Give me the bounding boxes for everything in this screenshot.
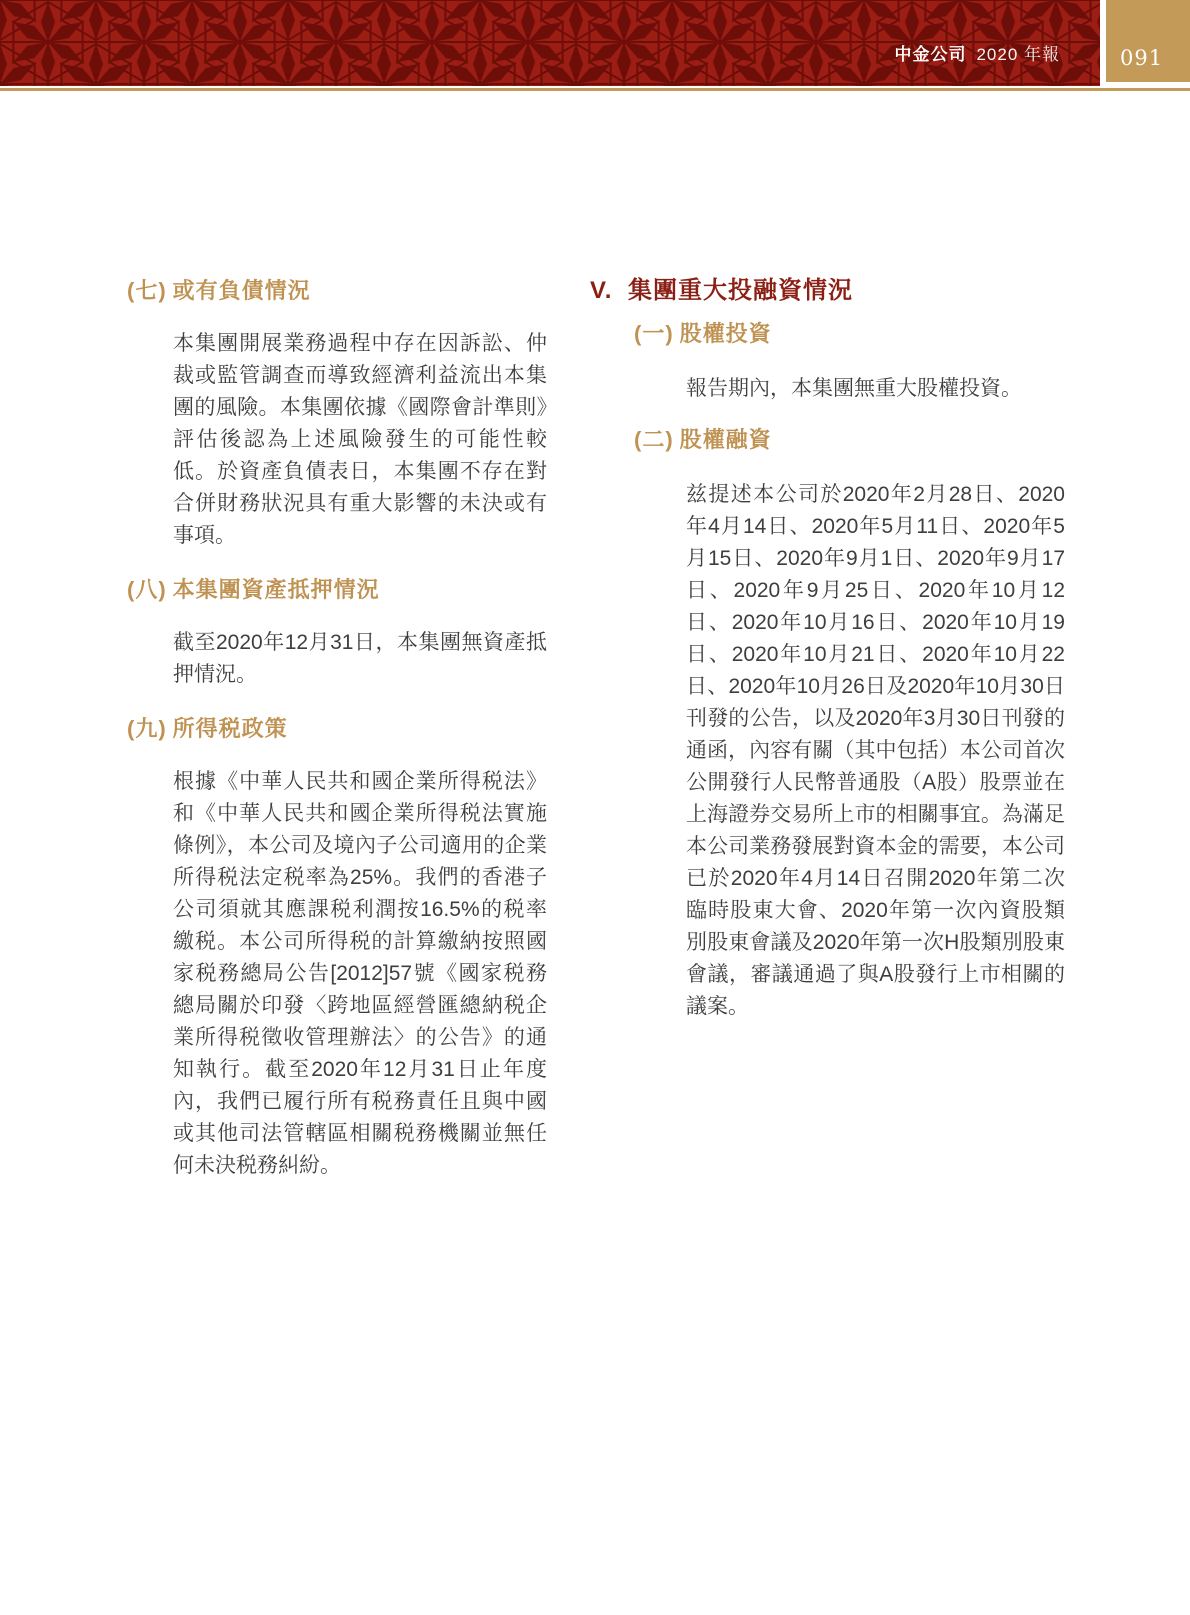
section-paragraph: 截至2020年12月31日，本集團無資產抵押情況。: [173, 631, 547, 686]
subsection-heading-2: [634, 427, 1068, 453]
section-title: 股權投資: [679, 321, 772, 346]
chapter-title: 集團重大投融資情況: [628, 277, 853, 304]
section-paragraph: 兹提述本公司於2020年2月28日、2020年4月14日、2020年5月11日、2020年5月15日、2020年9月1日、2020年9月17日、2020年9月25日、2020年10月12日、2020年10月16日、2020年10月19日、2020年10月21日、2020年10月22日、2020年10月26日及2020年10月30日刊發的公告，以及2020年3月30日刊發的通函，內容有關（其中包括）本公司首次公開發行人民幣普通股（A股）股票並在上海證券交易所上市的相關事宜。為滿足本公司業務發展對資本金的需要，本公司已於2020年4月14日召開2020年第二次臨時股東大會、2020年第一次內資股類別股東會議及2020年第一次H股類別股東會議，審議通過了與A股發行上市相關的議案。: [686, 483, 1065, 1018]
section-marker: (七): [127, 278, 167, 303]
section-heading-9: [127, 716, 547, 742]
left-column: [127, 278, 547, 1207]
section-title: 本集團資產抵押情況: [172, 577, 380, 602]
section-marker: (八): [127, 577, 167, 602]
section-paragraph: 本集團開展業務過程中存在因訴訟、仲裁或監管調查而導致經濟利益流出本集團的風險。本集團依據《國際會計準則》評估後認為上述風險發生的可能性較低。於資產負債表日，本集團不存在對合併財務狀況具有重大影響的未決或有事項。: [173, 332, 547, 547]
subsection-heading-1: [634, 321, 1068, 347]
header-title: [894, 46, 1060, 63]
right-column: [590, 278, 1068, 1045]
section-heading-7: [127, 278, 547, 304]
section-paragraph: 報告期內，本集團無重大股權投資。: [686, 377, 1022, 400]
section-marker: (二): [634, 427, 674, 452]
report-year: 2020 年報: [976, 45, 1060, 64]
header-band: [0, 0, 1100, 86]
chapter-heading: [590, 278, 1068, 304]
chapter-marker: V.: [590, 277, 613, 304]
header-rule: [0, 88, 1190, 91]
section-title: 股權融資: [679, 427, 772, 452]
section-marker: (九): [127, 716, 167, 741]
asanoha-pattern: [0, 0, 1100, 86]
section-heading-8: [127, 577, 547, 603]
section-title: 或有負債情況: [172, 278, 311, 303]
section-paragraph: 根據《中華人民共和國企業所得税法》和《中華人民共和國企業所得税法實施條例》，本公司及境內子公司適用的企業所得税法定税率為25%。我們的香港子公司須就其應課税利潤按16.5%的税率繳税。本公司所得税的計算繳納按照國家税務總局公告[2012]57號《國家税務總局關於印發〈跨地區經營匯總納税企業所得税徵收管理辦法〉的公告》的通知執行。截至2020年12月31日止年度內，我們已履行所有税務責任且與中國或其他司法管轄區相關税務機關並無任何未決税務糾紛。: [173, 770, 547, 1177]
section-title: 所得税政策: [172, 716, 288, 741]
company-name: 中金公司: [894, 45, 967, 64]
section-marker: (一): [634, 321, 674, 346]
page-number-box: [1106, 0, 1190, 82]
page-number: 091: [1120, 46, 1164, 70]
